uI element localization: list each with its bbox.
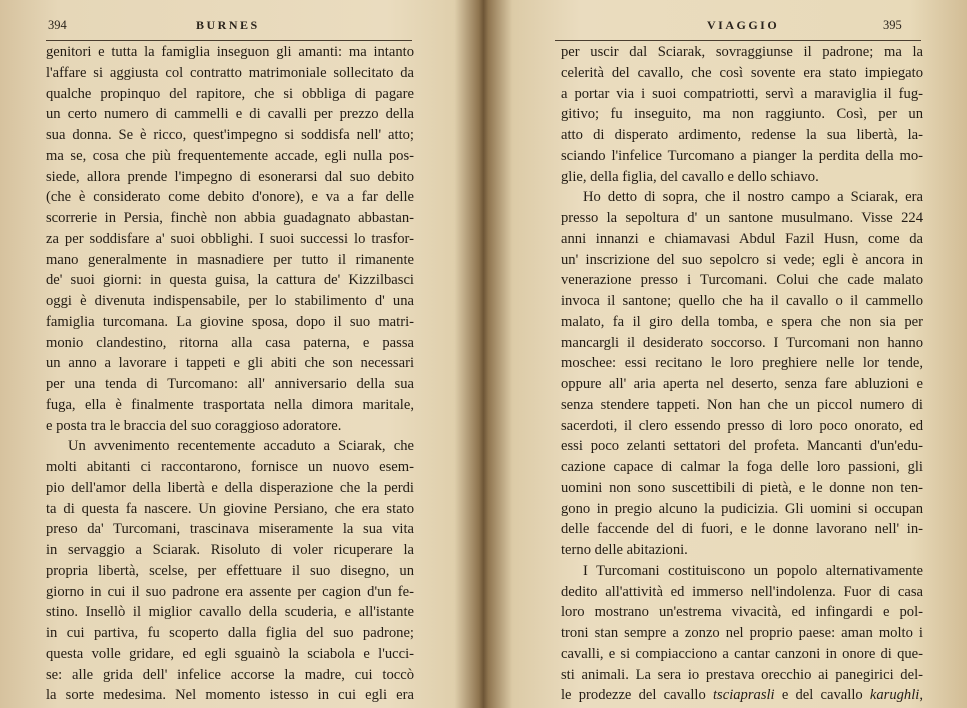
text-block: [561, 42, 923, 706]
text-line: cazione capace di calmar la foga delle loro passioni, gli: [561, 459, 923, 475]
text-line: mano generalmente in masnadiere per tutto il rimanente: [46, 251, 414, 268]
text-line: Un avvenimento recentemente accaduto a Sciarak, che: [68, 438, 414, 455]
text-line: l'affare si aggiusta col contratto matrimoniale sollecitato da: [46, 64, 414, 81]
text-line: gitivo; fu inseguito, ma non raggiunto. Così, per un: [561, 106, 923, 123]
text-line: za per soddisfare a' suoi obblighi. I suoi successi lo trasfor-: [46, 230, 414, 247]
text-segment: ,: [919, 687, 923, 704]
text-line: delle faccende del di fuori, e le donne lavorano nell' in-: [561, 521, 923, 538]
text-line: oppure all' aria aperta nel deserto, senza fare abluzioni e: [561, 376, 923, 392]
text-line: se: alle grida dell' infelice accorse la madre, cui toccò: [46, 666, 414, 683]
text-line: genitori e tutta la famiglia inseguon gli amanti: ma intanto: [46, 44, 414, 60]
italic-term: tsciaprasli: [712, 687, 775, 704]
text-line: in servaggio a Sciarak. Risoluto di voler ricuperare la: [46, 542, 414, 558]
italic-term: karughli: [869, 687, 920, 704]
text-line: moschee: essi recitano le loro preghiere nelle lor tende,: [561, 355, 923, 372]
left-page: [0, 0, 480, 708]
text-line: invoca il santone; quello che ha il cavallo o il cammello: [561, 293, 923, 309]
text-line: in cui partiva, fu scoperto dalla figlia del suo padrone;: [46, 625, 414, 641]
text-line: essi poco zelanti settatori del profeta. Mancanti d'un'edu-: [561, 438, 923, 455]
text-line: venerazione presso i Turcomani. Colui che cade malato: [561, 272, 923, 289]
text-line: sti animali. La sera io prestava orecchio ai panegirici del-: [561, 666, 923, 683]
text-line: stino. Insellò il miglior cavallo della scuderia, e all'istante: [46, 604, 414, 621]
text-line: molti abitanti ci raccontarono, fornisce un nuovo esem-: [46, 459, 414, 475]
header-rule: [555, 40, 921, 41]
text-line: sacerdoti, il clero essendo presso di loro poco onorato, ed: [561, 417, 923, 434]
text-line: pio dell'amor della libertà e della disperazione che la perdi: [46, 479, 414, 496]
text-line: cavalli, e si compiacciono a cantar canzoni in onore di que-: [561, 645, 923, 662]
text-line: uomini non sono suscettibili di pietà, e le donne non ten-: [561, 479, 923, 496]
text-line: questa volle gridare, ed egli sguainò la sciabola e l'ucci-: [46, 645, 414, 662]
text-line: e posta tra le braccia del suo coraggioso adoratore.: [46, 417, 342, 434]
text-line: (che è considerato come debito d'onore), e va a far delle: [46, 189, 414, 206]
text-segment: le prodezze del cavallo: [561, 687, 713, 704]
text-line: Ho detto di sopra, che il nostro campo a Sciarak, era: [583, 189, 923, 206]
text-line: un' inscrizione del suo sepolcro si vede; egli è ancora in: [561, 251, 923, 268]
text-line: de' suoi giorni: in questa guisa, la cattura de' Kizzilbasci: [46, 272, 414, 289]
text-line: dedito all'attività ed immerso nell'indolenza. Fuor di casa: [561, 583, 923, 600]
text-line: anni innanzi e chiamavasi Abdul Fazil Husn, come da: [561, 230, 923, 247]
text-line: scorrerie in Persia, finchè non abbia guadagnato abbastan-: [46, 210, 414, 226]
right-page: [487, 0, 967, 708]
text-line: siede, allora prende l'impegno di esonerarsi dal suo debito: [46, 168, 414, 185]
page-number: 394: [48, 18, 67, 32]
text-line: loro mostrano un'estrema vivacità, ed infingardi e pol-: [561, 604, 923, 621]
text-line: troni stan sempre a zonzo nel proprio paese: aman molto i: [561, 625, 923, 641]
running-head: VIAGGIO: [707, 18, 780, 32]
text-line: per una tenda di Turcomano: all' anniversario della sua: [46, 376, 414, 392]
text-line: sua donna. Se è ricco, quest'impegno si soddisfa nell' atto;: [46, 127, 414, 143]
text-line: ma se, cosa che più frequentemente accade, egli nulla pos-: [46, 147, 414, 164]
text-line: I Turcomani costituiscono un popolo alternativamente: [583, 562, 923, 579]
text-line: sciando l'infelice Turcomano a pianger la perdita della mo-: [561, 147, 923, 164]
text-line: qualche propinquo del rapitore, che si obbliga di pagare: [46, 85, 414, 102]
text-line: un anno a lavorare i tappeti e gli abiti che son necessari: [46, 355, 414, 372]
text-line: malato, fa il giro della tomba, e spera che non sia per: [561, 313, 923, 330]
text-line: glie, della figlia, del cavallo e dello schiavo.: [561, 168, 819, 185]
text-line: terno delle abitazioni.: [561, 542, 688, 558]
text-line: propria libertà, scelse, per effettuare il suo disegno, un: [46, 562, 414, 579]
text-line: per uscir dal Sciarak, sovraggiunse il padrone; ma la: [561, 44, 923, 60]
text-line: la sorte medesima. Nel momento istesso in cui egli era: [46, 687, 414, 704]
text-block: [46, 42, 414, 706]
text-segment: e del cavallo: [774, 687, 870, 704]
text-line: un certo numero di cammelli e di cavalli per prezzo della: [46, 106, 414, 123]
text-line: presso la sepoltura d' un santone musulmano. Visse 224: [561, 210, 923, 226]
text-line: ta di questa fa nascere. Un giovine Persiano, che era stato: [46, 500, 414, 517]
text-line: senza stendere tappeti. Non han che un piccol numero di: [561, 396, 923, 413]
text-line: [561, 685, 923, 706]
text-line: gono in pregio alcuno la pudicizia. Gli uomini si occupan: [561, 500, 923, 517]
text-line: oggi è divenuta indispensabile, per lo stabilimento d' una: [46, 293, 414, 309]
header-rule: [46, 40, 412, 41]
running-head: BURNES: [196, 18, 260, 32]
text-line: atto di disperato ardimento, redense la sua libertà, la-: [561, 127, 923, 143]
text-line: fuga, ella è finalmente trasportata nella dimora maritale,: [46, 396, 414, 413]
text-line: preso da' Turcomani, trascinava miseramente la sua vita: [46, 521, 414, 538]
text-line: giorno in cui il suo padrone era assente per cagion d'un fe-: [46, 583, 414, 600]
text-line: a portar via i suoi compatriotti, servì a maraviglia il fug-: [561, 85, 923, 102]
text-line: celerità del cavallo, che così sovente era stato impiegato: [561, 64, 923, 81]
text-line: famiglia turcomana. La giovine sposa, dopo il suo matri-: [46, 313, 414, 330]
page-number: 395: [883, 18, 902, 32]
text-line: monio clandestino, ritorna alla casa paterna, e passa: [46, 334, 414, 351]
text-line: mancargli il desiderato soccorso. I Turcomani non hanno: [561, 334, 923, 351]
